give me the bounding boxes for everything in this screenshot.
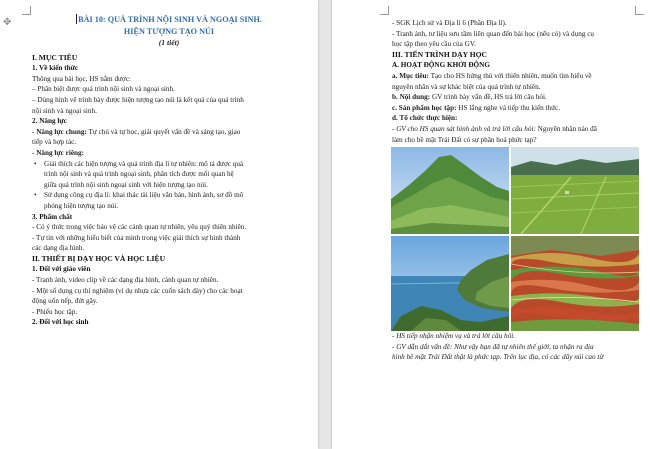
- margin-corner-mark: [22, 6, 31, 15]
- quality-item-2: - Tự tin với những hiểu biết của mình trong việc giải thích sự hình thành: [32, 233, 241, 242]
- student-item-2: - Tranh ảnh, tư liệu sưu tầm liên quan đến bài học (nếu có) và dụng cụ: [392, 29, 595, 38]
- teacher-title: 1. Đối với giáo viên: [32, 265, 91, 274]
- organization-step-1: - GV cho HS quan sát hình ảnh và trả lời câu hỏi: Nguyên nhân nào đã: [392, 124, 597, 133]
- teacher-item-3: - Phiếu học tập.: [32, 307, 78, 316]
- teacher-item-2: - Một số dụng cụ thí nghiệm (ví dụ nhựa các cuốn sách dày) cho các hoạt: [32, 286, 243, 295]
- after-photo-line-2-cont: hình bề mặt Trái Đất thật là phức tạp. Trên lục địa, có các dãy núi cao từ: [392, 353, 604, 362]
- quality-item-1: - Có ý thức trong việc bảo vệ các cảnh quan tự nhiên, yêu quý thiên nhiên.: [32, 223, 247, 232]
- quality-title: 3. Phẩm chất: [32, 212, 73, 221]
- product-label: c. Sản phẩm học tập:: [392, 103, 457, 112]
- bullet-icon: •: [34, 191, 37, 200]
- after-photo-line-1: - HS tiếp nhận nhiệm vụ và trả lời câu hỏi.: [392, 332, 516, 341]
- knowledge-item-2: – Dùng hình vẽ trình bày được hiện tượng tạo núi là kết quả của quá trình: [32, 95, 244, 104]
- student-item-1: - SGK Lịch sử và Địa lí 6 (Phần Địa lí).: [392, 19, 507, 27]
- table-move-handle-icon[interactable]: ✥: [3, 17, 12, 28]
- photo-rice-plain: [511, 147, 639, 234]
- lesson-duration: (1 tiết): [158, 38, 180, 47]
- landform-photo-grid: [391, 147, 636, 331]
- organization-label: d. Tổ chức thực hiện:: [392, 114, 458, 123]
- general-competency: - Năng lực chung: Tự chủ và tự học, giải quyết vấn đề và sáng tạo, giao: [32, 127, 241, 136]
- competency-title: 2. Năng lực: [32, 117, 67, 126]
- product-line: c. Sản phẩm học tập: HS lắng nghe và tiếp thu kiến thức.: [392, 103, 561, 112]
- section-equipment-title: II. THIẾT BỊ DẠY HỌC VÀ HỌC LIỆU: [32, 253, 166, 263]
- quality-item-2-cont: các dạng địa hình.: [32, 244, 85, 253]
- teacher-item-2-cont: động uốn nếp, đứt gãy.: [32, 297, 98, 306]
- specific-competency-item-1: • Giải thích các hiện tượng và quá trình địa lí tự nhiên: mô tả được quá: [34, 159, 244, 168]
- lesson-title-line2: HIỆN TƯỢNG TẠO NÚI: [123, 27, 215, 36]
- general-competency-label: - Năng lực chung:: [32, 127, 87, 136]
- knowledge-item-2-cont: nội sinh và ngoại sinh.: [32, 106, 97, 115]
- knowledge-intro: Thông qua bài học, HS nắm được:: [32, 74, 131, 83]
- specific-competency-item-2: • Sử dụng công cụ địa lí: khai thác tài liệu văn bản, hình ảnh, sơ đồ mô: [34, 191, 244, 200]
- margin-corner-mark-right: [635, 6, 644, 15]
- after-photo-line-2: - GV dẫn dắt vấn đề: Như vậy bạn đã tự nhiên thế giới, ta nhận ra địa: [392, 342, 594, 351]
- knowledge-item-1: – Phân biệt được quá trình nội sinh và ngoại sinh.: [32, 85, 175, 94]
- photo-coastal-cliff: [391, 236, 509, 331]
- content-label: b. Nội dung:: [392, 93, 431, 102]
- teacher-item-1: - Tranh ảnh, video clip về các dạng địa hình, cảnh quan tự nhiên.: [32, 276, 219, 285]
- goal-line-cont: nguyên nhân và sự khác biệt của quá trình tự nhiên.: [392, 82, 541, 91]
- section-objectives-title: I. MỤC TIÊU: [32, 52, 78, 62]
- section-process-title: III. TIẾN TRÌNH DẠY HỌC: [392, 49, 488, 59]
- text-cursor: [76, 14, 77, 24]
- content-line: b. Nội dung: GV trình bày vấn đề, HS trả lời câu hỏi.: [392, 93, 547, 102]
- lesson-title-line1: BÀI 10: QUÁ TRÌNH NỘI SINH VÀ NGOẠI SINH.: [78, 15, 262, 24]
- organization-step-1-cont: làm cho bề mặt Trái Đất có sự phân hoá phức tạp?: [392, 135, 537, 144]
- general-competency-cont: tiếp và hợp tác.: [32, 138, 77, 147]
- specific-competency-item-2-cont: phỏng hiện tượng tạo núi.: [44, 201, 119, 210]
- specific-competency-item-1-cont: trình nội sinh và quá trình ngoại sinh, phân tích được mối quan hệ: [44, 170, 234, 179]
- margin-corner-mark: [380, 6, 389, 15]
- activity-a-title: A. HOẠT ĐỘNG KHỞI ĐỘNG: [392, 61, 490, 70]
- student-item-2-cont: học tập theo yêu cầu của GV.: [392, 40, 476, 49]
- bullet-icon: •: [34, 159, 37, 168]
- photo-red-terraced-fields: [511, 236, 639, 331]
- knowledge-title: 1. Về kiến thức: [32, 64, 79, 73]
- specific-competency-label: - Năng lực riêng:: [32, 148, 85, 157]
- left-page: [0, 0, 318, 449]
- right-page: [332, 0, 650, 449]
- goal-label: a. Mục tiêu:: [392, 71, 429, 80]
- specific-competency-item-1-cont2: giữa quá trình nội sinh ngoại sinh với hiện tượng tạo núi.: [44, 180, 208, 189]
- goal-line: a. Mục tiêu: Tạo cho HS hứng thú với thiên nhiên, muốn tìm hiểu về: [392, 71, 592, 80]
- photo-green-mountain: [391, 147, 509, 234]
- student-title: 2. Đối với học sinh: [32, 318, 89, 327]
